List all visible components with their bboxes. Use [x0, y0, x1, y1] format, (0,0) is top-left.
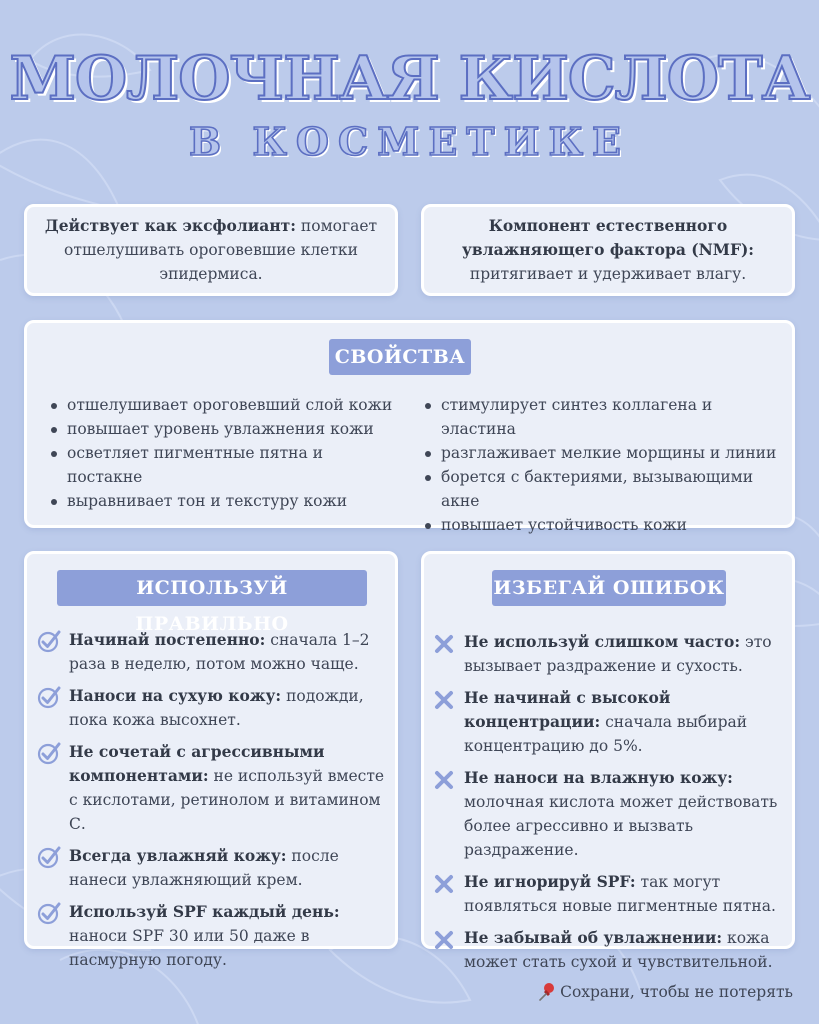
- cross-icon: [432, 767, 456, 791]
- cross-icon: [432, 927, 456, 951]
- dont-label: ИЗБЕГАЙ ОШИБОК: [492, 570, 726, 606]
- intro-card-nmf: [421, 204, 795, 296]
- cross-icon: [432, 871, 456, 895]
- list-item: выравнивает тон и текстуру кожи: [47, 489, 402, 513]
- check-circle-icon: [37, 901, 61, 925]
- check-circle-icon: [37, 845, 61, 869]
- list-item: повышает устойчивость кожи: [421, 513, 786, 537]
- list-item: разглаживает мелкие морщины и линии: [421, 441, 786, 465]
- list-item: борется с бактериями, вызывающими акне: [421, 465, 786, 513]
- properties-list-left: [47, 393, 402, 513]
- list-item: Начинай постепенно: сначала 1–2 раза в неделю, потом можно чаще.: [37, 628, 389, 676]
- cross-icon: [432, 631, 456, 655]
- list-item: осветляет пигментные пятна и постакне: [47, 441, 402, 489]
- cross-icon: [432, 687, 456, 711]
- list-item: стимулирует синтез коллагена и эластина: [421, 393, 786, 441]
- footer-note: [538, 982, 793, 1002]
- pushpin-icon: [538, 982, 556, 1002]
- intro-text: Действует как эксфолиант: помогает отшелушивать ороговевшие клетки эпидермиса.: [44, 216, 378, 283]
- do-list: [37, 628, 389, 980]
- page-subtitle: В КОСМЕТИКЕ: [189, 119, 630, 164]
- dont-card: [421, 551, 795, 971]
- page-title: МОЛОЧНАЯ КИСЛОТА: [9, 44, 810, 114]
- list-item: Наноси на сухую кожу: подожди, пока кожа высохнет.: [37, 684, 389, 732]
- list-item: Не сочетай с агрессивными компонентами: не используй вместе с кислотами, ретинолом и витамином С.: [37, 740, 389, 836]
- list-item: Не наноси на влажную кожу: молочная кислота может действовать более агрессивно и вызвать раздражение.: [432, 766, 788, 862]
- properties-label: СВОЙСТВА: [329, 339, 471, 375]
- list-item: Не игнорируй SPF: так могут появляться новые пигментные пятна.: [432, 870, 788, 918]
- list-item: Не забывай об увлажнении: кожа может стать сухой и чувствительной.: [432, 926, 788, 974]
- list-item: Не начинай с высокой концентрации: сначала выбирай концентрацию до 5%.: [432, 686, 788, 758]
- check-circle-icon: [37, 629, 61, 653]
- list-item: отшелушивает ороговевший слой кожи: [47, 393, 402, 417]
- do-card: [24, 551, 398, 969]
- intro-card-exfoliant: [24, 204, 398, 296]
- list-item: повышает уровень увлажнения кожи: [47, 417, 402, 441]
- check-circle-icon: [37, 741, 61, 765]
- properties-card: [24, 320, 795, 534]
- list-item: Используй SPF каждый день: наноси SPF 30 или 50 даже в пасмурную погоду.: [37, 900, 389, 972]
- footer-text: Сохрани, чтобы не потерять: [560, 983, 793, 1001]
- list-item: Всегда увлажняй кожу: после нанеси увлажняющий крем.: [37, 844, 389, 892]
- list-item: Не используй слишком часто: это вызывает раздражение и сухость.: [432, 630, 788, 678]
- properties-list-right: [421, 393, 786, 537]
- dont-list: [432, 630, 788, 982]
- check-circle-icon: [37, 685, 61, 709]
- do-label: ИСПОЛЬЗУЙ ПРАВИЛЬНО: [57, 570, 367, 606]
- intro-text: Компонент естественного увлажняющего фактора (NMF): притягивает и удерживает влагу.: [461, 216, 755, 283]
